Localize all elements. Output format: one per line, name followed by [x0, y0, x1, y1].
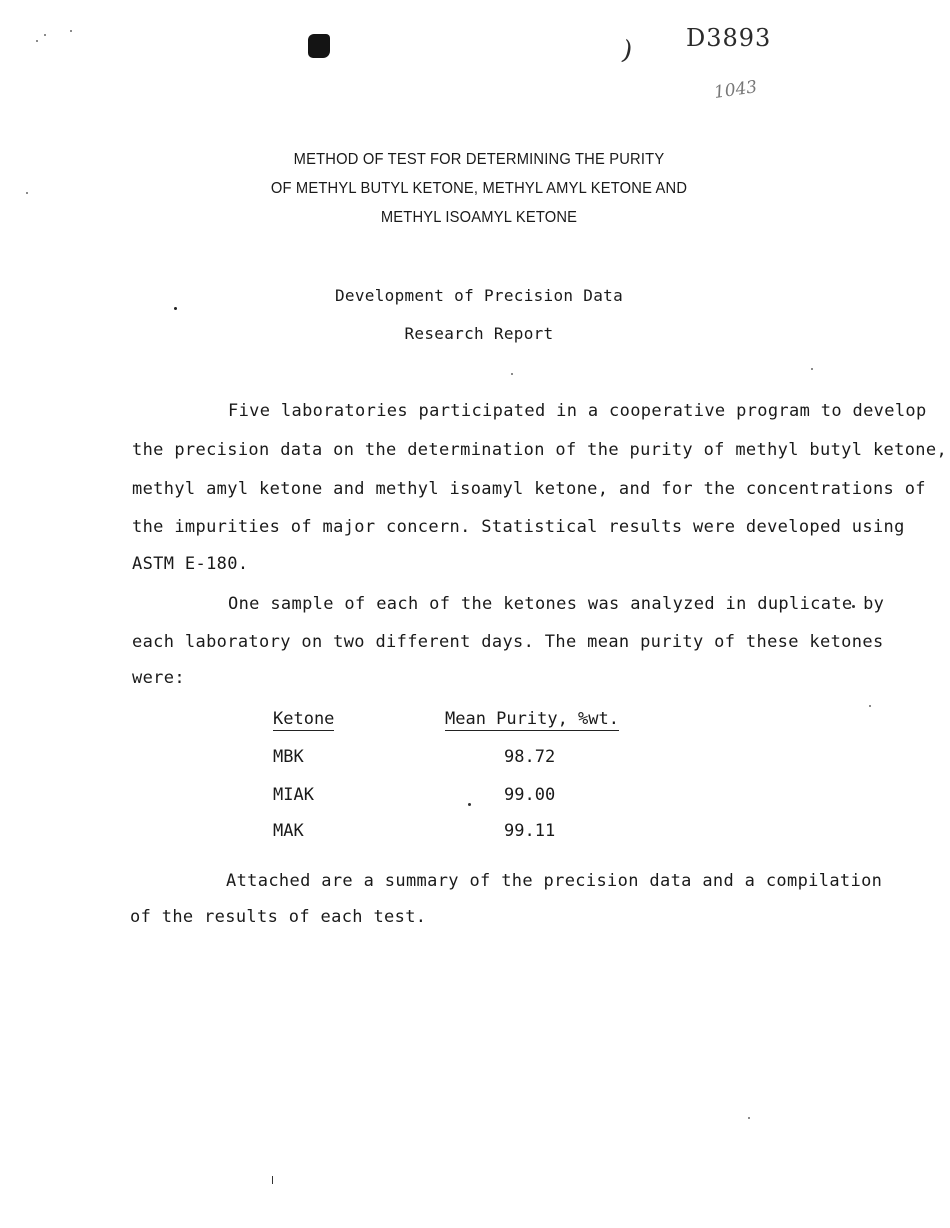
table-cell-ketone: MAK — [273, 821, 304, 841]
table-cell-ketone: MIAK — [273, 785, 314, 805]
paragraph-line: methyl amyl ketone and methyl isoamyl ketone, and for the concentrations of — [132, 479, 926, 499]
table-cell-purity: 99.00 — [504, 785, 556, 805]
handwritten-mark: ) — [618, 35, 636, 67]
handwritten-note: 1043 — [712, 77, 759, 103]
title-line: METHOD OF TEST FOR DETERMINING THE PURITY — [293, 151, 665, 168]
paragraph-line: ASTM E-180. — [132, 554, 249, 574]
paragraph-line: the impurities of major concern. Statistical results were developed using — [132, 517, 905, 537]
title-line: OF METHYL BUTYL KETONE, METHYL AMYL KETONE AND — [270, 180, 688, 197]
table-header-ketone: Ketone — [273, 709, 335, 729]
punch-hole-mark — [308, 34, 330, 58]
table-cell-purity: 98.72 — [504, 747, 556, 767]
paragraph-line: of the results of each test. — [130, 907, 427, 927]
scan-speck — [811, 368, 813, 370]
scan-speck — [468, 803, 471, 806]
handwritten-doc-number: D3893 — [686, 24, 772, 52]
scan-speck — [36, 40, 38, 42]
paragraph-line: were: — [132, 668, 185, 688]
scan-speck — [174, 307, 177, 310]
scan-speck — [26, 192, 28, 194]
paragraph-line: Five laboratories participated in a cooperative program to develop — [228, 401, 927, 421]
table-cell-purity: 99.11 — [504, 821, 556, 841]
scan-speck — [511, 373, 513, 375]
scan-speck — [44, 34, 46, 36]
table-cell-ketone: MBK — [273, 747, 304, 767]
scan-speck — [272, 1176, 273, 1184]
report-type: Research Report — [404, 324, 554, 343]
scan-speck — [70, 30, 72, 32]
paragraph-line: One sample of each of the ketones was analyzed in duplicate by — [228, 594, 885, 614]
paragraph-line: the precision data on the determination of the purity of methyl butyl ketone, — [132, 440, 948, 460]
table-header-purity: Mean Purity, %wt. — [445, 709, 619, 729]
scan-speck — [748, 1117, 750, 1119]
paragraph-line: Attached are a summary of the precision data and a compilation — [226, 871, 883, 891]
scan-speck — [869, 705, 871, 707]
paragraph-line: each laboratory on two different days. The mean purity of these ketones — [132, 632, 884, 652]
title-line: METHYL ISOAMYL KETONE — [380, 209, 578, 226]
subtitle: Development of Precision Data — [334, 286, 624, 305]
